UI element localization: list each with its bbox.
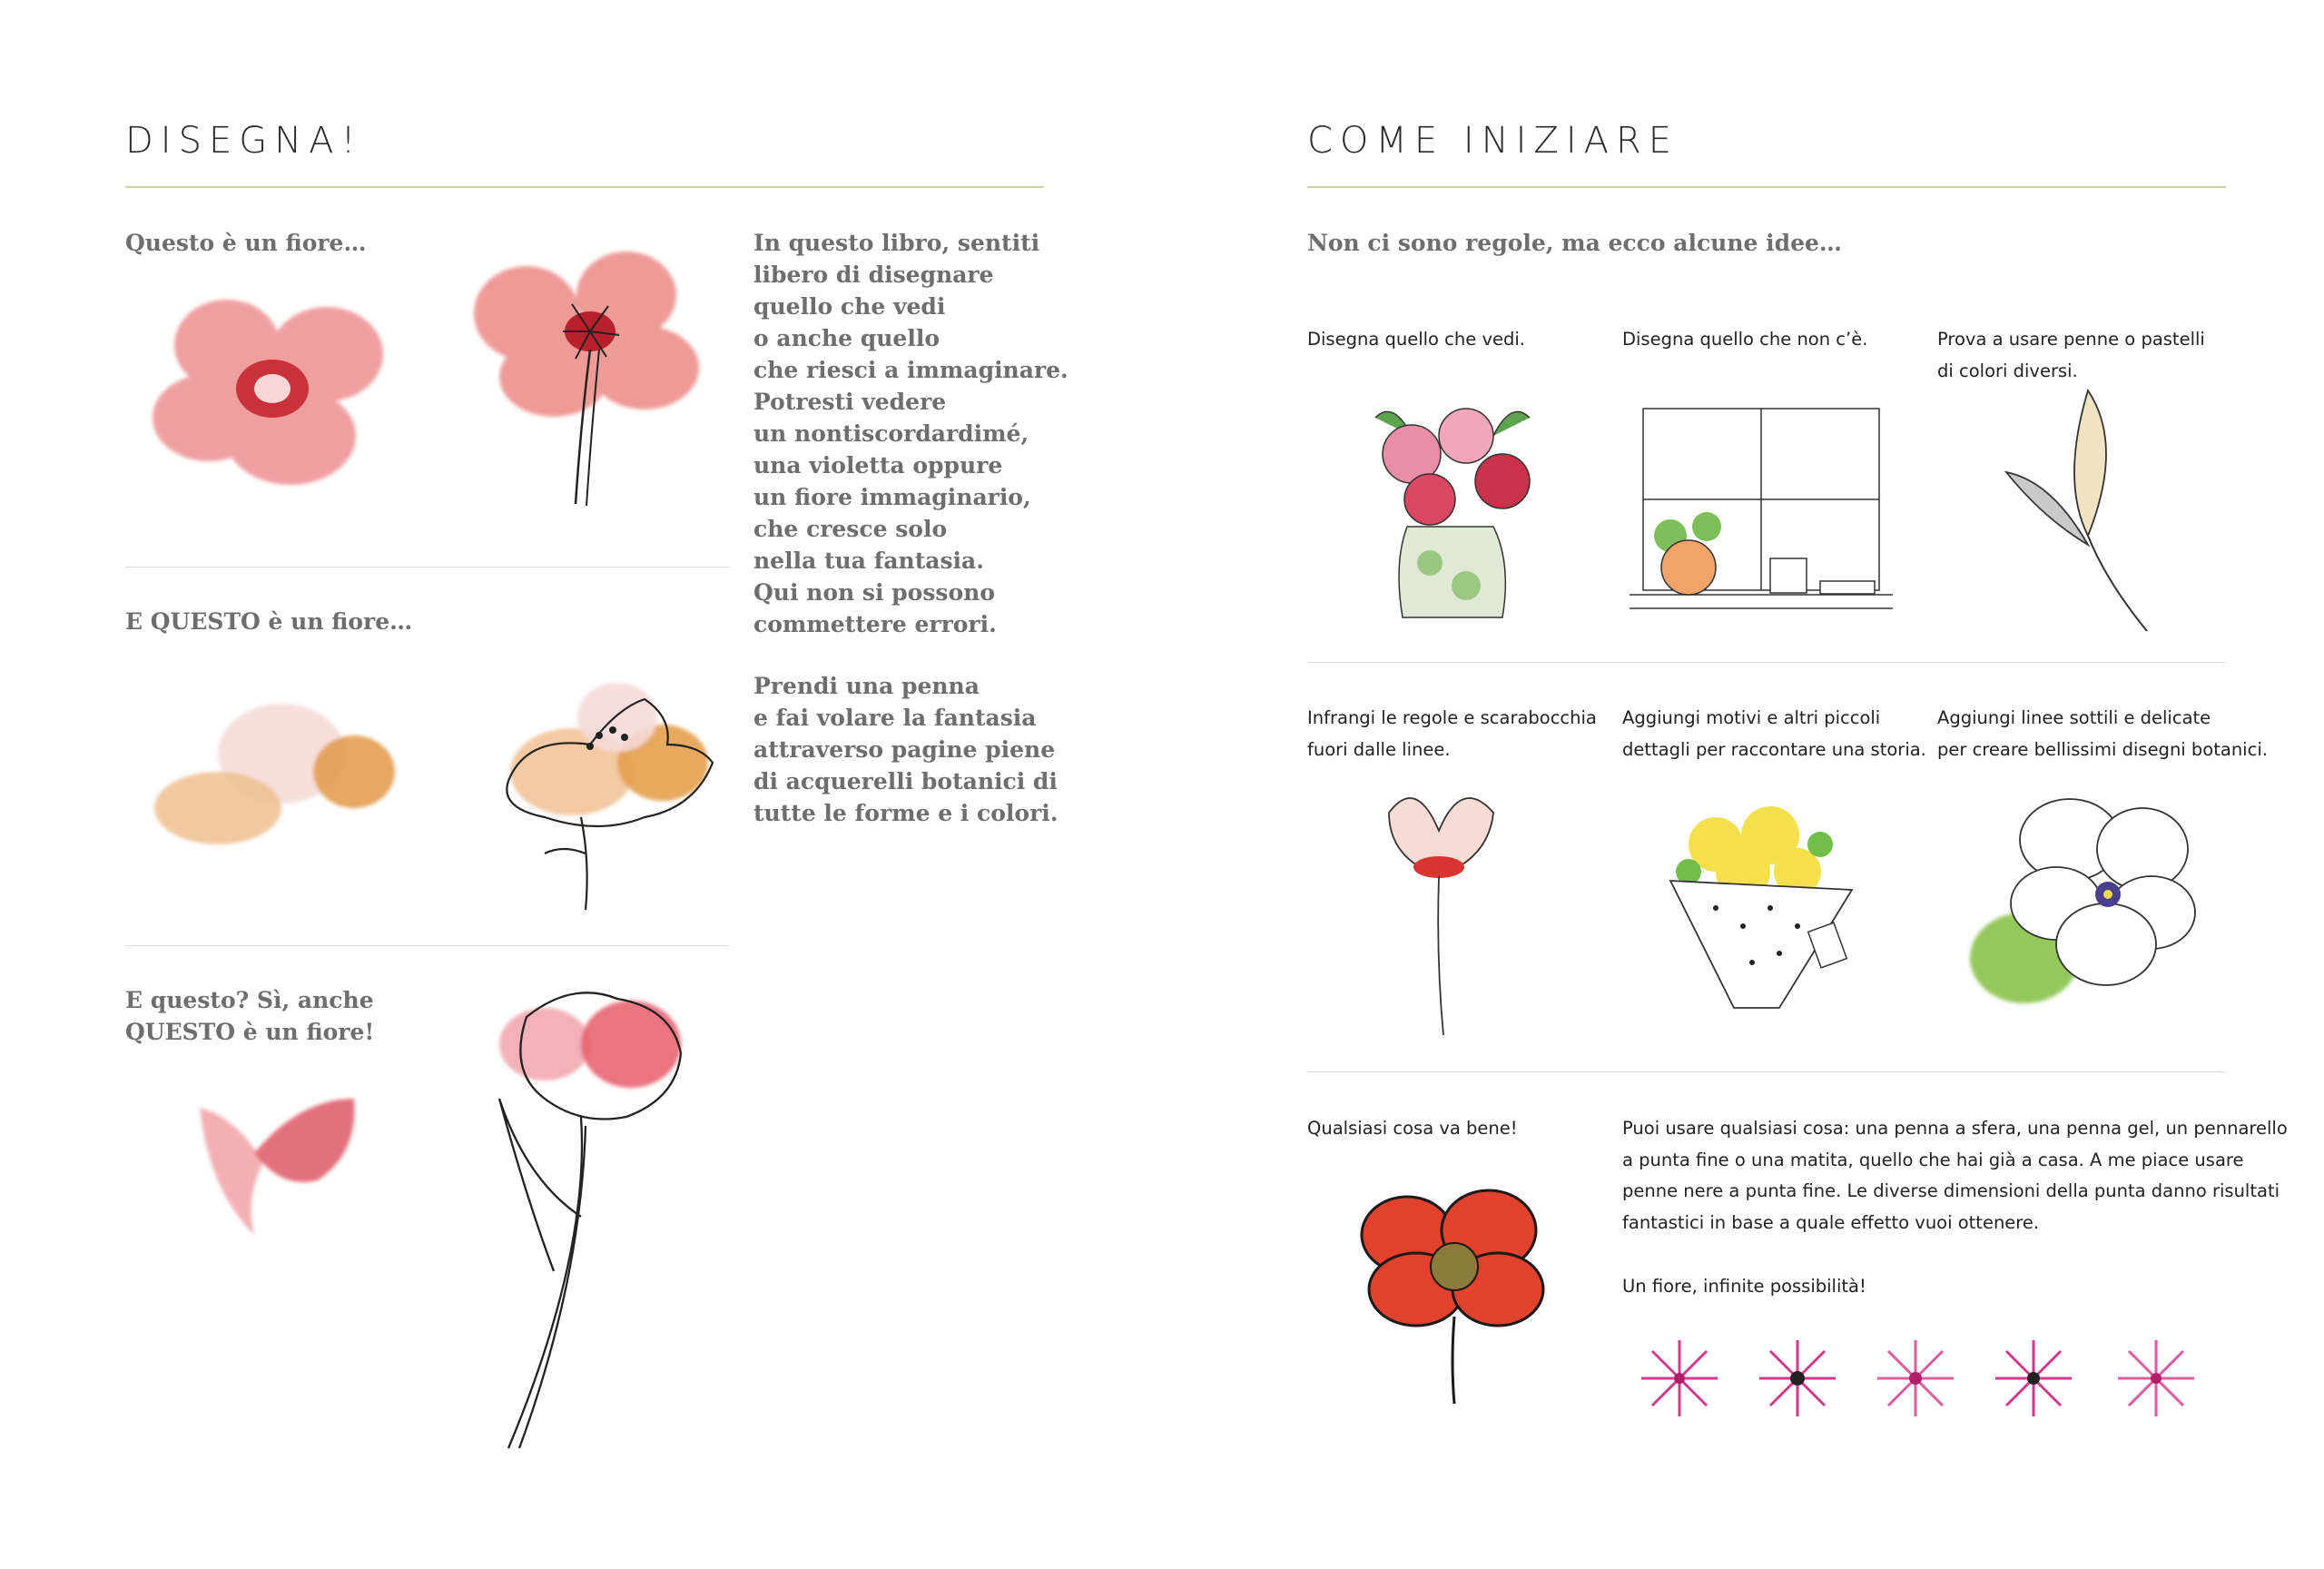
tip-line: Disegna quello che vedi.	[1307, 329, 1525, 350]
left-title-rule	[125, 186, 1044, 188]
body-line: fantastici in base a quale effetto vuoi ottenere.	[1622, 1211, 2040, 1233]
right-divider-1	[1307, 662, 2226, 663]
caption-third-line2: QUESTO è un fiore!	[125, 1019, 375, 1045]
right-title-rule	[1307, 186, 2226, 188]
poppy-stem-icon	[463, 241, 717, 513]
tip-add-patterns	[1622, 703, 1926, 765]
pansy-icon	[1961, 785, 2206, 1031]
daisy-icon	[1752, 1333, 1843, 1424]
intro-paragraph	[753, 227, 1068, 640]
intro-line: Potresti vedere	[753, 389, 947, 415]
wrapped-bouquet-icon	[1652, 799, 1870, 1026]
tulip-icon	[472, 981, 708, 1453]
right-subtitle: Non ci sono regole, ma ecco alcune idee…	[1307, 230, 1842, 256]
closing-line: tutte le forme e i colori.	[753, 800, 1059, 826]
intro-line: libero di disegnare	[753, 262, 994, 288]
body-line: a punta fine o una matita, quello che hai già a casa. A me piace usare	[1622, 1149, 2244, 1170]
red-poppy-icon	[1353, 1180, 1552, 1407]
daisy-icon	[1870, 1333, 1961, 1424]
intro-line: nella tua fantasia.	[753, 548, 984, 574]
caption-first: Questo è un fiore…	[125, 230, 367, 256]
tip-line: Prova a usare penne o pastelli	[1937, 329, 2205, 350]
tip-different-pens	[1937, 324, 2205, 387]
intro-line: che cresce solo	[753, 516, 948, 542]
tip-line: Aggiungi motivi e altri piccoli	[1622, 707, 1881, 728]
closing-line: di acquerelli botanici di	[753, 768, 1058, 794]
daisy-icon	[2111, 1333, 2201, 1424]
closing-line: attraverso pagine piene	[753, 736, 1056, 763]
right-page-title: COME INIZIARE	[1307, 120, 1679, 162]
peach-wash-icon	[145, 690, 409, 872]
caption-second: E QUESTO è un fiore…	[125, 608, 413, 635]
intro-line: commettere errori.	[753, 611, 997, 637]
tip-line: dettagli per raccontare una storia.	[1622, 738, 1926, 760]
tip-line: di colori diversi.	[1937, 360, 2078, 381]
body-line: Puoi usare qualsiasi cosa: una penna a sfera, una penna gel, un pennarello	[1622, 1118, 2288, 1139]
poppy-watercolor-icon	[145, 291, 399, 490]
intro-line: quello che vedi	[753, 293, 946, 320]
intro-line: un nontiscordardimé,	[753, 420, 1029, 447]
tip-anything-goes	[1307, 1113, 1518, 1145]
right-divider-2	[1307, 1071, 2226, 1072]
loose-tulip-icon	[1371, 776, 1507, 1040]
intro-line: un fiore immaginario,	[753, 484, 1031, 510]
intro-line: In questo libro, sentiti	[753, 230, 1040, 256]
tip-break-rules	[1307, 703, 1597, 765]
daisy-icon	[1988, 1333, 2079, 1424]
intro-line: o anche quello	[753, 325, 940, 351]
vase-bouquet-icon	[1357, 381, 1548, 627]
closing-line: Prendi una penna	[753, 673, 980, 699]
tip-draw-what-isnt-there	[1622, 324, 1867, 356]
closing-paragraph	[753, 670, 1058, 829]
intro-line: una violetta oppure	[753, 452, 1003, 479]
tip-line: Aggiungi linee sottili e delicate	[1937, 707, 2211, 728]
tip-line: Infrangi le regole e scarabocchia	[1307, 707, 1597, 728]
tip-line: fuori dalle linee.	[1307, 738, 1451, 760]
closing-line: e fai volare la fantasia	[753, 705, 1037, 731]
left-page-title: DISEGNA!	[125, 120, 363, 162]
daisy-icon	[1634, 1333, 1725, 1424]
window-sill-icon	[1625, 390, 1897, 627]
tip-line: Disegna quello che non c’è.	[1622, 329, 1868, 350]
peach-flower-icon	[463, 672, 726, 917]
caption-third	[125, 984, 374, 1048]
caption-third-line1: E questo? Sì, anche	[125, 987, 374, 1013]
leaf-icon	[1988, 381, 2170, 636]
pink-wash-icon	[182, 1081, 363, 1244]
tip-draw-what-you-see	[1307, 324, 1525, 356]
right-tagline: Un fiore, infinite possibilità!	[1622, 1276, 1866, 1297]
left-divider-2	[125, 945, 730, 946]
tip-line: Qualsiasi cosa va bene!	[1307, 1118, 1518, 1139]
body-line: penne nere a punta fine. Le diverse dimensioni della punta danno risultati	[1622, 1180, 2280, 1201]
tip-line: per creare bellissimi disegni botanici.	[1937, 738, 2268, 760]
tip-fine-lines	[1937, 703, 2268, 765]
right-body-paragraph	[1622, 1113, 2288, 1238]
intro-line: che riesci a immaginare.	[753, 357, 1068, 383]
intro-line: Qui non si possono	[753, 579, 995, 606]
